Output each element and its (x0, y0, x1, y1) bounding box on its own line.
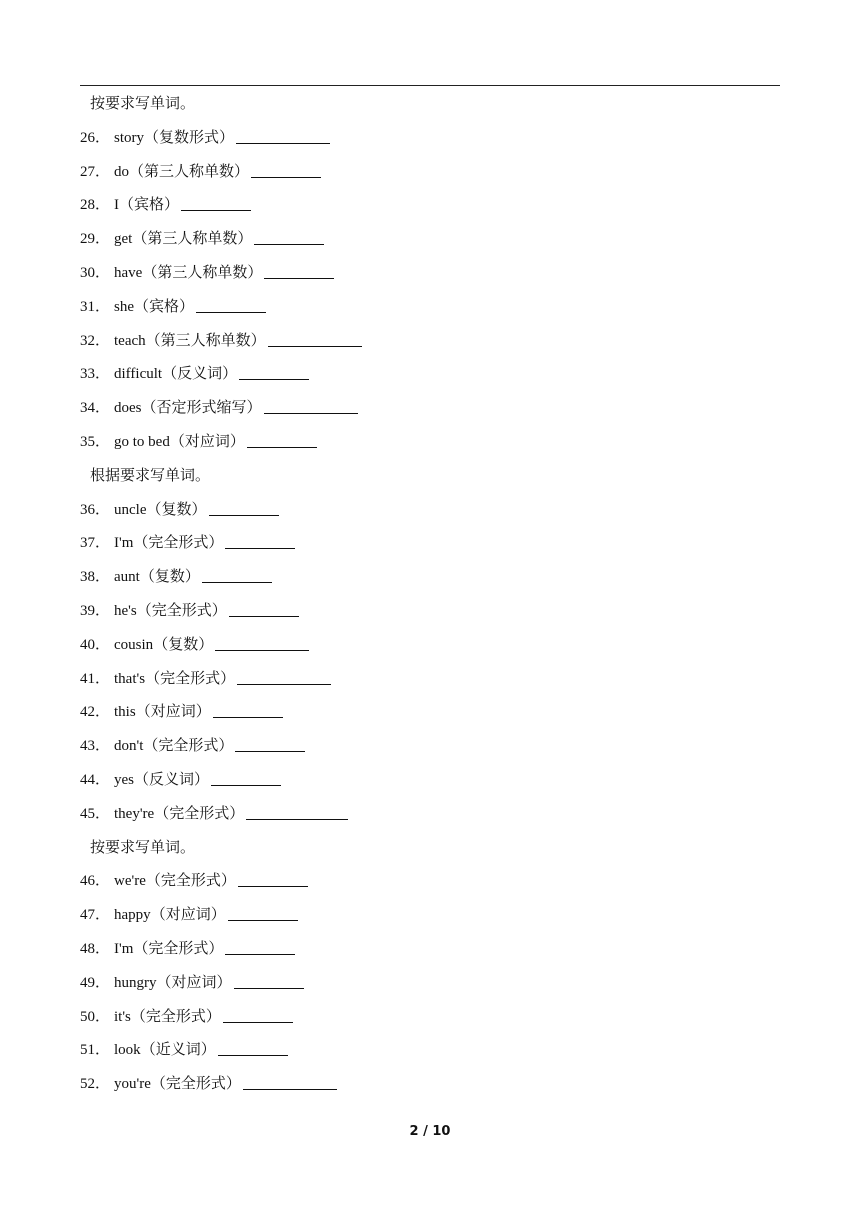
question-requirement: （对应词） (156, 974, 232, 991)
question-item (80, 1005, 780, 1039)
question-item (80, 160, 780, 194)
answer-blank[interactable] (239, 363, 309, 380)
question-word: it's (114, 1008, 131, 1025)
question-word: I'm (114, 940, 134, 957)
question-number: 33． (80, 366, 111, 383)
answer-blank[interactable] (264, 397, 358, 414)
question-word: does (114, 400, 142, 417)
question-item (80, 734, 780, 768)
question-word: do (114, 163, 130, 180)
question-requirement: （第三人称单数） (145, 332, 266, 349)
answer-blank[interactable] (211, 769, 281, 786)
question-requirement: （复数） (146, 501, 207, 518)
question-number: 52． (80, 1076, 111, 1093)
question-item (80, 700, 780, 734)
question-number: 29． (80, 231, 111, 248)
question-word: they're (114, 805, 155, 822)
question-word: I'm (114, 535, 134, 552)
question-number: 34． (80, 400, 111, 417)
question-requirement: （完全形式） (145, 873, 236, 890)
question-item (80, 667, 780, 701)
question-number: 51． (80, 1042, 111, 1059)
answer-blank[interactable] (228, 904, 298, 921)
answer-blank[interactable] (251, 161, 321, 178)
question-word: happy (114, 907, 151, 924)
question-requirement: （完全形式） (154, 805, 245, 822)
question-requirement: （完全形式） (150, 1076, 241, 1093)
question-word: story (114, 129, 145, 146)
question-requirement: （完全形式） (133, 535, 224, 552)
question-number: 28． (80, 197, 111, 214)
section-instruction: 按要求写单词。 (90, 839, 196, 856)
answer-blank[interactable] (202, 566, 272, 583)
question-word: aunt (114, 569, 140, 586)
question-number: 40． (80, 636, 111, 653)
question-item (80, 261, 780, 295)
question-number: 37． (80, 535, 111, 552)
question-item (80, 193, 780, 227)
question-requirement: （近义词） (140, 1042, 216, 1059)
question-requirement: （对应词） (135, 704, 211, 721)
question-item (80, 329, 780, 363)
question-word: you're (114, 1076, 151, 1093)
answer-blank[interactable] (268, 330, 362, 347)
answer-blank[interactable] (213, 701, 283, 718)
question-item (80, 633, 780, 667)
question-number: 45． (80, 805, 111, 822)
question-item (80, 498, 780, 532)
answer-blank[interactable] (215, 634, 309, 651)
answer-blank[interactable] (235, 735, 305, 752)
question-item (80, 903, 780, 937)
question-item (80, 531, 780, 565)
question-word: have (114, 264, 143, 281)
question-word: this (114, 704, 136, 721)
answer-blank[interactable] (243, 1073, 337, 1090)
question-item (80, 937, 780, 971)
question-requirement: （复数） (153, 636, 214, 653)
question-word: yes (114, 771, 135, 788)
question-item (80, 802, 780, 836)
question-requirement: （宾格） (134, 298, 195, 315)
answer-blank[interactable] (238, 870, 308, 887)
question-requirement: （反义词） (162, 366, 238, 383)
question-requirement: （第三人称单数） (132, 231, 253, 248)
question-requirement: （第三人称单数） (129, 163, 250, 180)
section-instruction: 按要求写单词。 (90, 96, 196, 112)
question-number: 36． (80, 501, 111, 518)
question-item (80, 971, 780, 1005)
question-number: 35． (80, 433, 111, 450)
question-number: 38． (80, 569, 111, 586)
question-requirement: （反义词） (134, 771, 210, 788)
question-number: 31． (80, 298, 111, 315)
question-item (80, 599, 780, 633)
question-item (80, 295, 780, 329)
question-word: uncle (114, 501, 147, 518)
question-number: 47． (80, 907, 111, 924)
question-number: 39． (80, 602, 111, 619)
question-item (80, 768, 780, 802)
question-word: get (114, 231, 133, 248)
question-word: he's (114, 602, 137, 619)
answer-blank[interactable] (246, 803, 348, 820)
answer-blank[interactable] (247, 431, 317, 448)
question-item (80, 227, 780, 261)
question-word: that's (114, 670, 146, 687)
question-requirement: （完全形式） (143, 738, 234, 755)
question-item (80, 869, 780, 903)
question-number: 46． (80, 873, 111, 890)
question-requirement: （第三人称单数） (142, 264, 263, 281)
question-requirement: （完全形式） (130, 1008, 221, 1025)
answer-blank[interactable] (236, 127, 330, 144)
question-number: 30． (80, 264, 111, 281)
question-word: go to bed (114, 433, 170, 450)
answer-blank[interactable] (209, 499, 279, 516)
question-requirement: （复数形式） (144, 129, 235, 146)
question-item (80, 1038, 780, 1072)
question-item (80, 126, 780, 160)
question-number: 42． (80, 704, 111, 721)
question-number: 50． (80, 1008, 111, 1025)
question-word: I (114, 197, 120, 214)
question-number: 26． (80, 129, 111, 146)
question-number: 27． (80, 163, 111, 180)
question-word: cousin (114, 636, 154, 653)
page-number: 2 / 10 (409, 1124, 451, 1139)
question-requirement: （对应词） (169, 433, 245, 450)
question-requirement: （否定形式缩写） (141, 400, 262, 417)
question-word: we're (114, 873, 146, 890)
answer-blank[interactable] (264, 262, 334, 279)
answer-blank[interactable] (196, 296, 266, 313)
question-number: 48． (80, 940, 111, 957)
question-requirement: （完全形式） (133, 940, 224, 957)
worksheet-body (80, 92, 780, 1106)
section-instruction: 根据要求写单词。 (90, 467, 211, 484)
answer-blank[interactable] (225, 938, 295, 955)
question-word: look (114, 1042, 141, 1059)
question-word: she (114, 298, 135, 315)
question-item (80, 396, 780, 430)
question-word: don't (114, 738, 144, 755)
answer-blank[interactable] (181, 194, 251, 211)
question-word: hungry (114, 974, 157, 991)
question-item (80, 565, 780, 599)
answer-blank[interactable] (223, 1006, 293, 1023)
answer-blank[interactable] (218, 1039, 288, 1056)
header-rule (80, 85, 780, 86)
question-number: 32． (80, 332, 111, 349)
answer-blank[interactable] (229, 600, 299, 617)
question-item (80, 430, 780, 464)
question-requirement: （宾格） (119, 197, 180, 214)
question-item (80, 362, 780, 396)
question-number: 44． (80, 771, 111, 788)
question-word: teach (114, 332, 146, 349)
answer-blank[interactable] (234, 972, 304, 989)
answer-blank[interactable] (237, 668, 331, 685)
answer-blank[interactable] (254, 228, 324, 245)
question-requirement: （完全形式） (136, 602, 227, 619)
question-number: 43． (80, 738, 111, 755)
question-word: difficult (114, 366, 163, 383)
question-number: 41． (80, 670, 111, 687)
answer-blank[interactable] (225, 532, 295, 549)
question-requirement: （对应词） (150, 907, 226, 924)
question-number: 49． (80, 974, 111, 991)
question-requirement: （复数） (139, 569, 200, 586)
question-requirement: （完全形式） (145, 670, 236, 687)
question-item (80, 1072, 780, 1106)
